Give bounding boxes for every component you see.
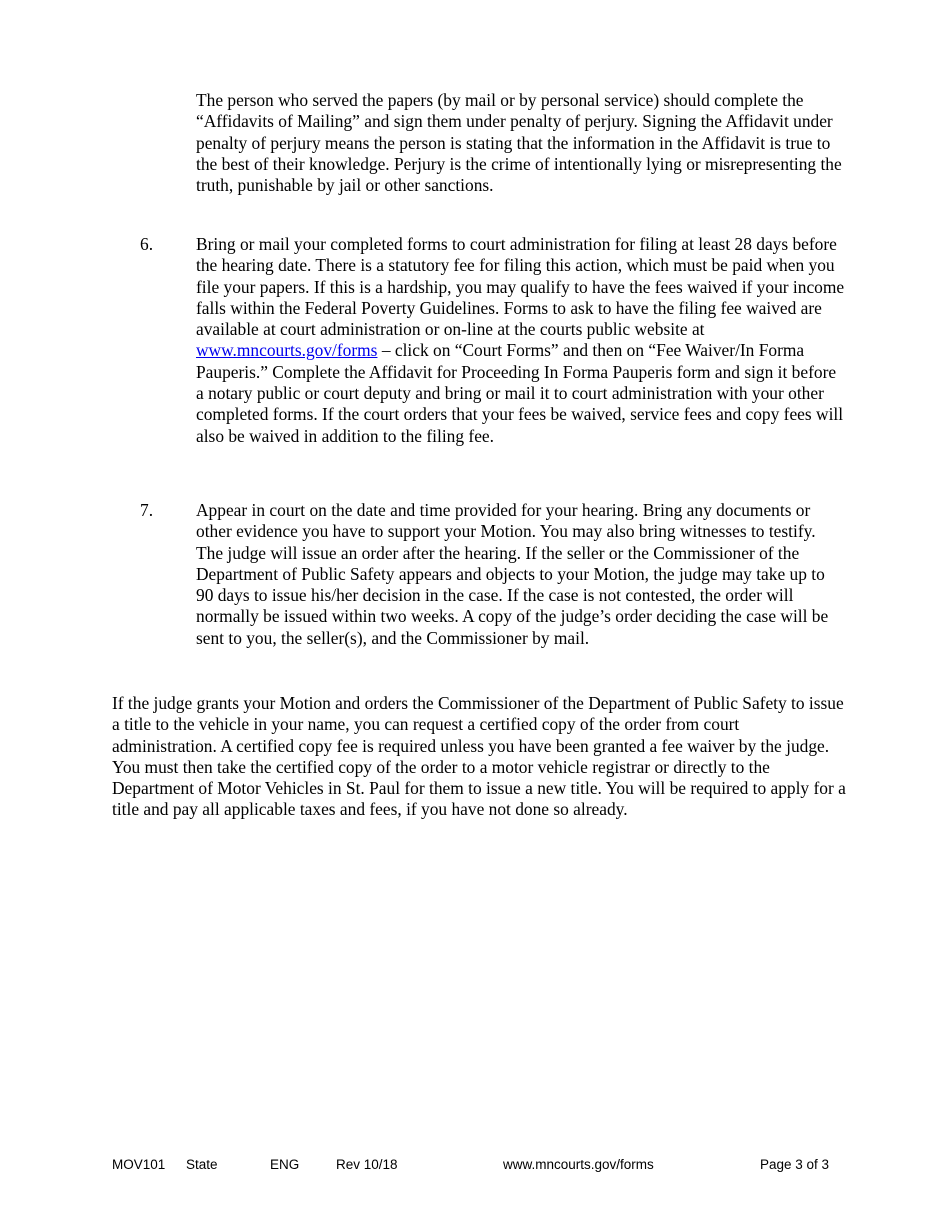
item-6-paragraph bbox=[196, 234, 846, 447]
mncourts-forms-link[interactable]: www.mncourts.gov/forms bbox=[196, 340, 378, 361]
item-6-text-start: Bring or mail your completed forms to court administration for filing at least 28 days before the hearing date. There is a statutory fee for filing this action, which must be paid when you file your papers. If this is a hardship, you may qualify to have the fees waived if your income falls within the Federal Poverty Guidelines. Forms to ask to have the filing fee waived are available at court administration or on-line at the courts public website at bbox=[196, 234, 845, 340]
item-6-text-end: – click on “Court Forms” and then on “Fee Waiver/In Forma Pauperis.” Complete the Affidavit for Proceeding In Forma Pauperis form and sign it before a notary public or court deputy and bring or mail it to court administration with your other completed forms. If the court orders that your fees be waived, service fees and copy fees will also be waived in addition to the filing fee. bbox=[196, 340, 844, 446]
item-6-number: 6. bbox=[140, 234, 154, 254]
footer-website: www.mncourts.gov/forms bbox=[503, 1157, 654, 1172]
item-7-paragraph: Appear in court on the date and time provided for your hearing. Bring any documents or other evidence you have to support your Motion. You may also bring witnesses to testify. The judge will issue an order after the hearing. If the seller or the Commissioner of the Department of Public Safety appears and objects to your Motion, the judge may take up to 90 days to issue his/her decision in the case. If the case is not contested, the order will normally be issued within two weeks. A copy of the judge’s order deciding the case will be sent to you, the seller(s), and the Commissioner by mail. bbox=[196, 500, 829, 648]
affidavit-instructions-paragraph: The person who served the papers (by mail or by personal service) should complete the “Affidavits of Mailing” and sign them under penalty of perjury. Signing the Affidavit under penalty of perjury means the person is stating that the information in the Affidavit is true to the best of their knowledge. Perjury is the crime of intentionally lying or misrepresenting the truth, punishable by jail or other sanctions. bbox=[196, 90, 842, 196]
footer-jurisdiction: State bbox=[186, 1157, 218, 1172]
footer-form-code: MOV101 bbox=[112, 1157, 166, 1172]
footer-language: ENG bbox=[270, 1157, 300, 1172]
closing-paragraph: If the judge grants your Motion and orders the Commissioner of the Department of Public Safety to issue a title to the vehicle in your name, you can request a certified copy of the order from court administration. A certified copy fee is required unless you have been granted a fee waiver by the judge. You must then take the certified copy of the order to a motor vehicle registrar or directly to the Department of Motor Vehicles in St. Paul for them to issue a new title. You will be required to apply for a title and pay all applicable taxes and fees, if you have not done so already. bbox=[112, 693, 846, 820]
footer-revision: Rev 10/18 bbox=[336, 1157, 398, 1172]
footer-page-number: Page 3 of 3 bbox=[760, 1157, 830, 1172]
item-7-number: 7. bbox=[140, 500, 154, 520]
